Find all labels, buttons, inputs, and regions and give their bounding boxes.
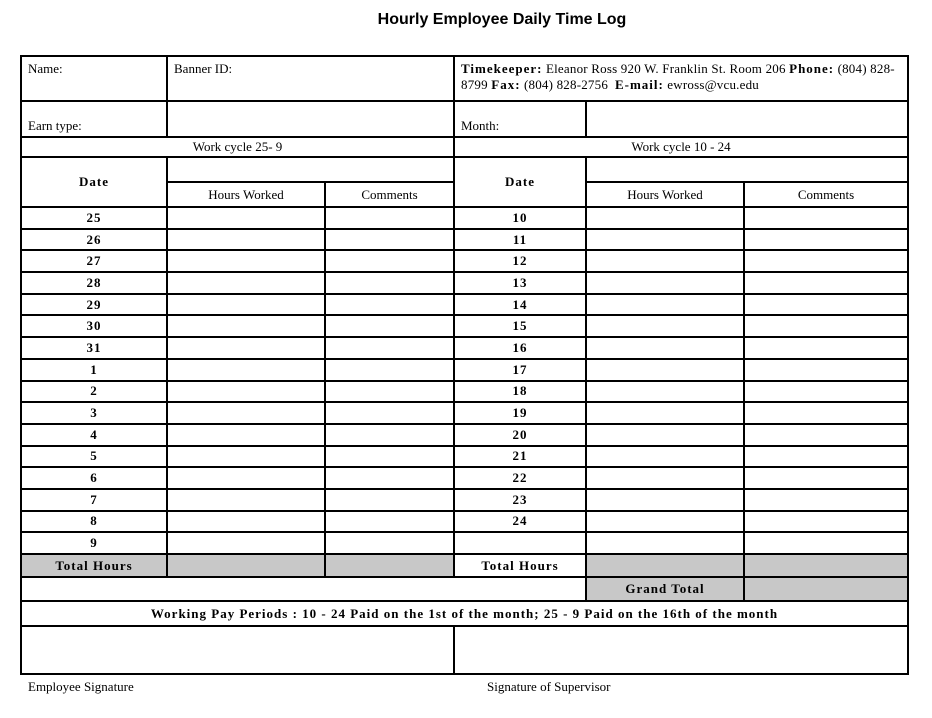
left-hours-cell[interactable] — [167, 359, 325, 381]
left-comments-cell[interactable] — [325, 294, 454, 316]
left-total-comments-cell — [325, 554, 454, 577]
right-date-cell: 19 — [454, 402, 586, 424]
earn-type-field[interactable] — [21, 101, 167, 137]
right-header-blank — [586, 157, 908, 182]
left-hours-cell[interactable] — [167, 207, 325, 229]
month-field[interactable] — [454, 101, 586, 137]
right-hours-cell[interactable] — [586, 337, 744, 359]
right-comments-cell[interactable] — [744, 250, 908, 272]
month-value[interactable] — [586, 101, 908, 137]
grand-total-blank — [21, 577, 586, 601]
left-hours-cell[interactable] — [167, 381, 325, 403]
email-value: ewross@vcu.edu — [667, 77, 759, 92]
left-date-cell: 31 — [21, 337, 167, 359]
table-row — [21, 359, 908, 381]
right-hours-cell[interactable] — [586, 511, 744, 533]
left-hours-cell[interactable] — [167, 229, 325, 251]
table-row — [21, 381, 908, 403]
right-total-comments-cell — [744, 554, 908, 577]
left-hours-cell[interactable] — [167, 294, 325, 316]
right-date-cell: 12 — [454, 250, 586, 272]
right-date-cell: 15 — [454, 315, 586, 337]
employee-signature-label: Employee Signature — [28, 679, 134, 694]
fax-value: (804) 828-2756 — [524, 77, 609, 92]
left-comments-cell[interactable] — [325, 315, 454, 337]
right-hours-cell[interactable] — [586, 229, 744, 251]
timekeeper-info — [454, 56, 908, 101]
left-comments-cell[interactable] — [325, 467, 454, 489]
left-hours-cell[interactable] — [167, 489, 325, 511]
left-date-cell: 25 — [21, 207, 167, 229]
phone-value: (804) 828-8799 — [461, 61, 895, 92]
table-row — [21, 229, 908, 251]
left-date-cell: 30 — [21, 315, 167, 337]
right-comments-cell[interactable] — [744, 532, 908, 554]
right-comments-cell[interactable] — [744, 272, 908, 294]
right-date-cell: 18 — [454, 381, 586, 403]
left-date-header: Date — [21, 157, 167, 207]
left-comments-cell[interactable] — [325, 337, 454, 359]
left-date-cell: 6 — [21, 467, 167, 489]
table-row — [21, 315, 908, 337]
phone-label: Phone: — [789, 61, 835, 76]
left-date-cell: 9 — [21, 532, 167, 554]
right-cycle-title: Work cycle 10 - 24 — [454, 137, 908, 157]
left-hours-cell[interactable] — [167, 402, 325, 424]
supervisor-signature-box[interactable] — [454, 626, 908, 674]
left-comments-cell[interactable] — [325, 532, 454, 554]
right-date-cell: 24 — [454, 511, 586, 533]
left-cycle-title: Work cycle 25- 9 — [21, 137, 454, 157]
left-hours-header: Hours Worked — [167, 182, 325, 207]
left-hours-cell[interactable] — [167, 337, 325, 359]
right-date-cell: 20 — [454, 424, 586, 446]
right-date-cell: 21 — [454, 446, 586, 468]
fax-label: Fax: — [491, 77, 521, 92]
left-date-cell: 29 — [21, 294, 167, 316]
table-row — [21, 402, 908, 424]
left-comments-cell[interactable] — [325, 207, 454, 229]
left-hours-cell[interactable] — [167, 315, 325, 337]
left-hours-cell[interactable] — [167, 467, 325, 489]
right-comments-cell[interactable] — [744, 467, 908, 489]
left-date-cell: 1 — [21, 359, 167, 381]
left-date-cell: 27 — [21, 250, 167, 272]
right-hours-cell[interactable] — [586, 489, 744, 511]
table-row — [21, 272, 908, 294]
table-row — [21, 337, 908, 359]
left-comments-cell[interactable] — [325, 381, 454, 403]
right-date-cell: 17 — [454, 359, 586, 381]
name-label: Name: — [28, 61, 63, 76]
left-date-cell: 5 — [21, 446, 167, 468]
pay-period-note: Working Pay Periods : 10 - 24 Paid on the 1st of the month; 25 - 9 Paid on the 16th of the month — [21, 601, 908, 626]
table-row — [21, 511, 908, 533]
left-comments-cell[interactable] — [325, 272, 454, 294]
right-comments-cell[interactable] — [744, 381, 908, 403]
left-date-cell: 2 — [21, 381, 167, 403]
earn-type-value[interactable] — [167, 101, 454, 137]
left-hours-cell[interactable] — [167, 250, 325, 272]
left-comments-cell[interactable] — [325, 446, 454, 468]
right-hours-cell[interactable] — [586, 424, 744, 446]
table-row — [21, 424, 908, 446]
right-comments-header: Comments — [744, 182, 908, 207]
right-date-cell — [454, 532, 586, 554]
earn-type-label: Earn type: — [28, 118, 82, 133]
right-comments-cell[interactable] — [744, 424, 908, 446]
left-hours-cell[interactable] — [167, 272, 325, 294]
left-comments-cell[interactable] — [325, 359, 454, 381]
timekeeper-label: Timekeeper: — [461, 61, 543, 76]
right-date-cell: 10 — [454, 207, 586, 229]
left-hours-cell[interactable] — [167, 424, 325, 446]
right-hours-cell[interactable] — [586, 446, 744, 468]
left-total-hours-cell[interactable] — [167, 554, 325, 577]
right-comments-cell[interactable] — [744, 229, 908, 251]
left-date-cell: 4 — [21, 424, 167, 446]
grand-total-cell[interactable] — [744, 577, 908, 601]
right-comments-cell[interactable] — [744, 337, 908, 359]
right-hours-cell[interactable] — [586, 294, 744, 316]
right-hours-cell[interactable] — [586, 250, 744, 272]
banner-id-field[interactable] — [167, 56, 454, 101]
right-comments-cell[interactable] — [744, 294, 908, 316]
right-hours-cell[interactable] — [586, 467, 744, 489]
right-hours-cell[interactable] — [586, 272, 744, 294]
employee-signature-box[interactable] — [21, 626, 454, 674]
form-title: Hourly Employee Daily Time Log — [377, 11, 627, 28]
time-log-form — [20, 55, 907, 675]
table-row — [21, 294, 908, 316]
right-comments-cell[interactable] — [744, 511, 908, 533]
right-hours-cell[interactable] — [586, 315, 744, 337]
left-date-cell: 8 — [21, 511, 167, 533]
left-hours-cell[interactable] — [167, 532, 325, 554]
right-comments-cell[interactable] — [744, 207, 908, 229]
left-date-cell: 26 — [21, 229, 167, 251]
right-hours-cell[interactable] — [586, 207, 744, 229]
left-comments-header: Comments — [325, 182, 454, 207]
left-date-cell: 7 — [21, 489, 167, 511]
left-comments-cell[interactable] — [325, 424, 454, 446]
name-field[interactable] — [21, 56, 167, 101]
right-total-hours-label: Total Hours — [454, 554, 586, 577]
right-date-cell: 22 — [454, 467, 586, 489]
left-comments-cell[interactable] — [325, 250, 454, 272]
right-hours-cell[interactable] — [586, 402, 744, 424]
left-comments-cell[interactable] — [325, 511, 454, 533]
timekeeper-address: Eleanor Ross 920 W. Franklin St. Room 206 — [545, 61, 786, 76]
left-hours-cell[interactable] — [167, 511, 325, 533]
right-hours-cell[interactable] — [586, 532, 744, 554]
left-comments-cell[interactable] — [325, 402, 454, 424]
right-comments-cell[interactable] — [744, 489, 908, 511]
left-date-cell: 3 — [21, 402, 167, 424]
left-date-cell: 28 — [21, 272, 167, 294]
left-total-hours-label: Total Hours — [21, 554, 167, 577]
banner-id-label: Banner ID: — [174, 61, 233, 76]
table-row — [21, 250, 908, 272]
grand-total-label: Grand Total — [586, 577, 744, 601]
left-header-blank — [167, 157, 454, 182]
right-total-hours-cell[interactable] — [586, 554, 744, 577]
right-date-cell: 11 — [454, 229, 586, 251]
day-rows — [21, 207, 908, 554]
right-date-cell: 16 — [454, 337, 586, 359]
table-row — [21, 532, 908, 554]
left-hours-cell[interactable] — [167, 446, 325, 468]
table-row — [21, 446, 908, 468]
email-label: E-mail: — [614, 77, 664, 92]
left-comments-cell[interactable] — [325, 489, 454, 511]
right-comments-cell[interactable] — [744, 446, 908, 468]
right-hours-cell[interactable] — [586, 381, 744, 403]
table-row — [21, 467, 908, 489]
right-hours-cell[interactable] — [586, 359, 744, 381]
table-row — [21, 207, 908, 229]
left-comments-cell[interactable] — [325, 229, 454, 251]
right-date-cell: 14 — [454, 294, 586, 316]
right-comments-cell[interactable] — [744, 359, 908, 381]
time-log-table — [20, 55, 909, 675]
right-comments-cell[interactable] — [744, 315, 908, 337]
right-comments-cell[interactable] — [744, 402, 908, 424]
table-row — [21, 489, 908, 511]
supervisor-signature-label: Signature of Supervisor — [487, 679, 611, 694]
month-label: Month: — [461, 118, 500, 133]
right-date-header: Date — [454, 157, 586, 207]
right-hours-header: Hours Worked — [586, 182, 744, 207]
right-date-cell: 13 — [454, 272, 586, 294]
right-date-cell: 23 — [454, 489, 586, 511]
